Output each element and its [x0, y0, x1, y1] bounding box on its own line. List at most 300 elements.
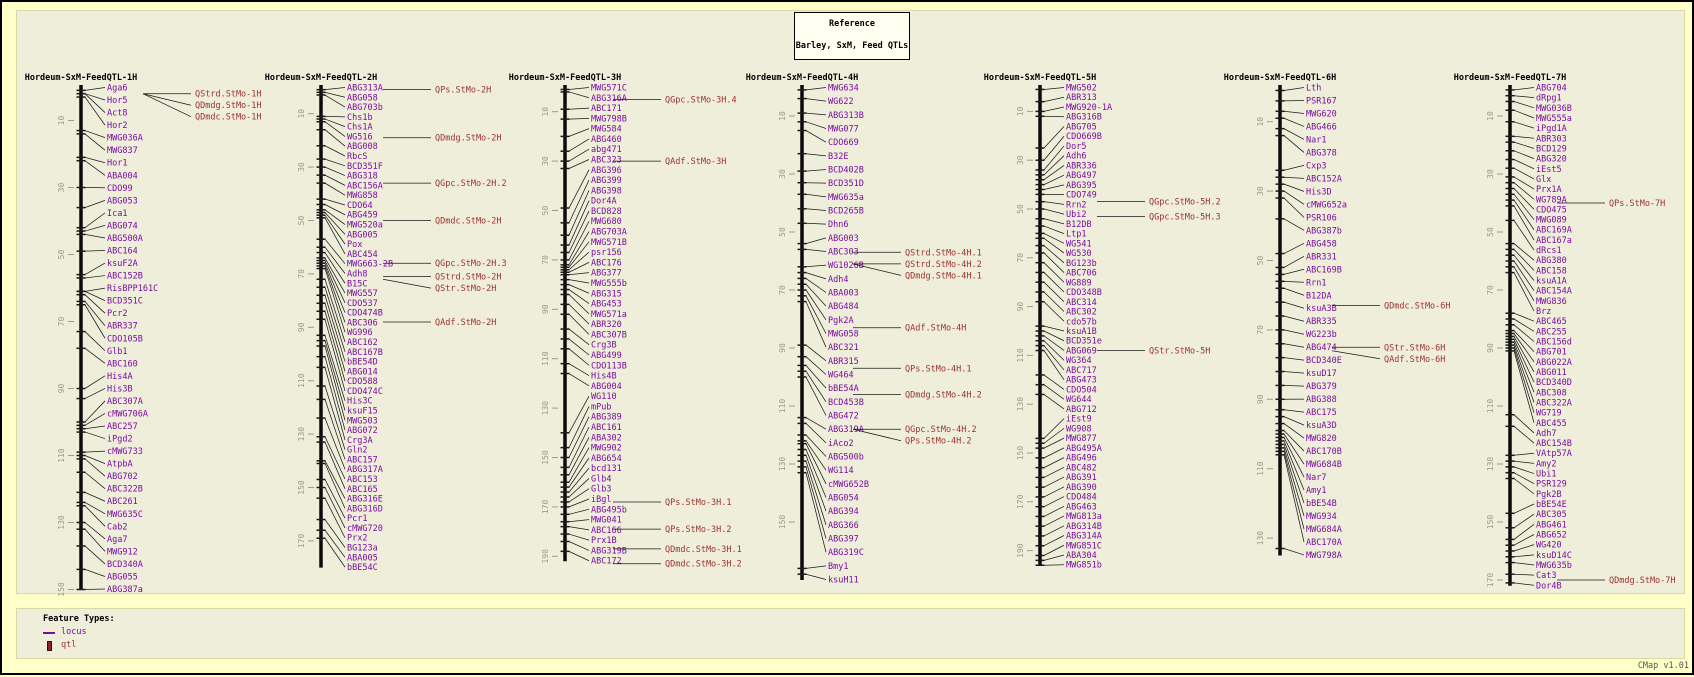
locus-label[interactable]: ABC257 — [107, 422, 138, 432]
locus-label[interactable]: ABC162 — [347, 338, 378, 348]
locus-label[interactable]: MWG858 — [347, 191, 378, 201]
locus-label[interactable]: ABC482 — [1066, 463, 1097, 473]
locus-label[interactable]: ABC321 — [828, 343, 859, 353]
qtl-label[interactable]: QPs.StMo-3H.2 — [665, 525, 732, 535]
locus-label[interactable]: Adh4 — [828, 275, 848, 285]
locus-label[interactable]: abg471 — [591, 145, 622, 155]
locus-label[interactable]: ABG474 — [1306, 343, 1337, 353]
locus-label[interactable]: ABC306 — [347, 318, 378, 328]
qtl-label[interactable]: QPs.StMo-2H — [435, 86, 491, 96]
locus-label[interactable]: Crg3B — [591, 341, 617, 351]
locus-label[interactable]: ABR337 — [107, 322, 138, 332]
locus-label[interactable]: ABG074 — [107, 221, 138, 231]
locus-label[interactable]: BCD340A — [107, 560, 143, 570]
locus-label[interactable]: ABG390 — [1066, 483, 1097, 493]
locus-label[interactable]: ABR335 — [1306, 317, 1337, 327]
map-title[interactable]: Hordeum-SxM-FeedQTL-3H — [509, 73, 622, 83]
locus-label[interactable]: MWG520a — [347, 221, 383, 231]
locus-label[interactable]: ABG069 — [1066, 346, 1097, 356]
locus-label[interactable]: ABC307A — [107, 397, 143, 407]
locus-label[interactable]: WG530 — [1066, 249, 1092, 259]
locus-label[interactable]: ABC156A — [347, 181, 383, 191]
locus-label[interactable]: ABC153 — [347, 475, 378, 485]
locus-label[interactable]: ABA302 — [591, 433, 622, 443]
locus-label[interactable]: ABG459 — [347, 211, 378, 221]
locus-label[interactable]: ksuF2A — [107, 259, 138, 269]
locus-label[interactable]: ABC717 — [1066, 366, 1097, 376]
locus-label[interactable]: ABC455 — [1536, 419, 1567, 429]
locus-label[interactable]: Dor4B — [1536, 581, 1562, 591]
locus-label[interactable]: ABC261 — [107, 497, 138, 507]
locus-label[interactable]: Glb1 — [107, 347, 127, 357]
locus-label[interactable]: BG123a — [347, 544, 378, 554]
locus-label[interactable]: Pcr1 — [347, 514, 367, 524]
locus-label[interactable]: CDO749 — [1066, 191, 1097, 201]
locus-label[interactable]: MWG036B — [1536, 104, 1572, 114]
locus-label[interactable]: WG996 — [347, 328, 373, 338]
locus-label[interactable]: B12DB — [1066, 220, 1092, 230]
locus-label[interactable]: Glb4 — [591, 474, 611, 484]
locus-label[interactable]: RisBPP161C — [107, 284, 158, 294]
locus-label[interactable]: VAtp57A — [1536, 449, 1572, 459]
locus-label[interactable]: ABC158 — [1536, 266, 1567, 276]
qtl-label[interactable]: QStr.StMo-2H — [435, 284, 496, 294]
locus-label[interactable]: ABG011 — [1536, 368, 1567, 378]
locus-label[interactable]: MWG036A — [107, 134, 143, 144]
locus-label[interactable]: ABC307B — [591, 330, 627, 340]
locus-label[interactable]: Prx1A — [1536, 185, 1562, 195]
locus-label[interactable]: ABG003 — [828, 234, 859, 244]
locus-label[interactable]: bBE54A — [828, 384, 859, 394]
locus-label[interactable]: CDO504 — [1066, 385, 1097, 395]
locus-label[interactable]: cdo57b — [1066, 317, 1097, 327]
locus-label[interactable]: MWG503 — [347, 416, 378, 426]
locus-label[interactable]: MWG584 — [591, 125, 622, 135]
qtl-label[interactable]: QDmdc.StMo-1H — [195, 113, 262, 123]
locus-label[interactable]: CDO64 — [347, 201, 373, 211]
locus-label[interactable]: BCD351D — [828, 179, 864, 189]
qtl-label[interactable]: QStr.StMo-5H — [1149, 347, 1210, 357]
locus-label[interactable]: WG789A — [1536, 195, 1567, 205]
qtl-label[interactable]: QStrd.StMo-1H — [195, 90, 262, 100]
locus-label[interactable]: Ltp1 — [1066, 230, 1086, 240]
map-title[interactable]: Hordeum-SxM-FeedQTL-4H — [746, 73, 859, 83]
qtl-label[interactable]: QPs.StMo-7H — [1609, 199, 1665, 209]
locus-label[interactable]: BCD453B — [828, 398, 864, 408]
locus-label[interactable]: ABC706 — [1066, 269, 1097, 279]
locus-label[interactable]: MWG837 — [107, 146, 138, 156]
locus-label[interactable]: BCD265B — [828, 207, 864, 217]
locus-label[interactable]: Adh6 — [1066, 152, 1086, 162]
locus-label[interactable]: mPub — [591, 402, 611, 412]
locus-label[interactable]: B12DA — [1306, 291, 1332, 301]
locus-label[interactable]: B32E — [828, 152, 848, 162]
locus-label[interactable]: Gln2 — [347, 446, 367, 456]
locus-label[interactable]: Nar1 — [1306, 135, 1326, 145]
qtl-label[interactable]: QDmdg.StMo-4H.1 — [905, 271, 982, 281]
locus-label[interactable]: ABG458 — [1306, 239, 1337, 249]
qtl-label[interactable]: QAdf.StMo-6H — [1384, 355, 1445, 365]
locus-label[interactable]: WG114 — [828, 466, 854, 476]
locus-label[interactable]: ABG499 — [591, 351, 622, 361]
map-title[interactable]: Hordeum-SxM-FeedQTL-6H — [1224, 73, 1337, 83]
locus-label[interactable]: iBgl — [591, 495, 611, 505]
locus-label[interactable]: WG644 — [1066, 395, 1092, 405]
locus-label[interactable]: ksuA3D — [1306, 421, 1337, 431]
locus-label[interactable]: ABG319A — [828, 425, 864, 435]
locus-label[interactable]: ABG702 — [107, 472, 138, 482]
locus-label[interactable]: ABG316E — [347, 495, 383, 505]
locus-label[interactable]: Lth — [1306, 84, 1321, 94]
locus-label[interactable]: WG908 — [1066, 424, 1092, 434]
locus-label[interactable]: ABC255 — [1536, 327, 1567, 337]
locus-label[interactable]: ABA304 — [1066, 551, 1097, 561]
locus-label[interactable]: ABG072 — [347, 426, 378, 436]
locus-label[interactable]: WG889 — [1066, 278, 1092, 288]
locus-label[interactable]: ABG313A — [347, 84, 383, 94]
locus-label[interactable]: ABC171 — [591, 104, 622, 114]
locus-label[interactable]: ABG460 — [591, 135, 622, 145]
locus-label[interactable]: BCD340D — [1536, 378, 1572, 388]
locus-label[interactable]: Cab2 — [107, 522, 127, 532]
qtl-label[interactable]: QGpc.StMo-2H.3 — [435, 259, 507, 269]
map-title[interactable]: Hordeum-SxM-FeedQTL-7H — [1454, 73, 1567, 83]
locus-label[interactable]: bBE54B — [1306, 499, 1337, 509]
locus-label[interactable]: cMWG652a — [1306, 200, 1347, 210]
locus-label[interactable]: Aga7 — [107, 535, 127, 545]
locus-label[interactable]: MWG557 — [347, 289, 378, 299]
locus-label[interactable]: BCD828 — [591, 207, 622, 217]
locus-label[interactable]: ABG314A — [1066, 532, 1102, 542]
locus-label[interactable]: ABC170A — [1306, 538, 1342, 548]
locus-label[interactable]: Nar7 — [1306, 473, 1326, 483]
locus-label[interactable]: His4B — [591, 372, 617, 382]
locus-label[interactable]: Glb3 — [591, 485, 611, 495]
locus-label[interactable]: MWG571C — [591, 84, 627, 94]
locus-label[interactable]: ABC165 — [347, 485, 378, 495]
locus-label[interactable]: CDO588 — [347, 377, 378, 387]
locus-label[interactable]: His3C — [347, 397, 373, 407]
locus-label[interactable]: Glx — [1536, 175, 1551, 185]
locus-label[interactable]: ABG473 — [1066, 376, 1097, 386]
locus-label[interactable]: ksuH11 — [828, 576, 859, 586]
locus-label[interactable]: WG719 — [1536, 409, 1562, 419]
locus-label[interactable]: CDO537 — [347, 299, 378, 309]
locus-label[interactable]: Brz — [1536, 307, 1551, 317]
qtl-label[interactable]: QDmdg.StMo-2H — [435, 134, 502, 144]
qtl-label[interactable]: QPs.StMo-4H.1 — [905, 364, 972, 374]
locus-label[interactable]: MWG813a — [1066, 512, 1102, 522]
locus-label[interactable]: ABC157 — [347, 455, 378, 465]
locus-label[interactable]: ksuA3B — [1306, 304, 1337, 314]
locus-label[interactable]: Crg3A — [347, 436, 373, 446]
locus-label[interactable]: ABC164 — [107, 246, 138, 256]
locus-label[interactable]: ABA003 — [828, 289, 859, 299]
locus-label[interactable]: PSR106 — [1306, 213, 1337, 223]
locus-label[interactable]: ABG712 — [1066, 405, 1097, 415]
locus-label[interactable]: Act8 — [107, 109, 127, 119]
locus-label[interactable]: MWG820 — [1306, 434, 1337, 444]
locus-label[interactable]: ABG704 — [1536, 84, 1567, 94]
locus-label[interactable]: ABG014 — [347, 367, 378, 377]
locus-label[interactable]: ABG497 — [1066, 171, 1097, 181]
locus-label[interactable]: ABG652 — [1536, 531, 1567, 541]
locus-label[interactable]: CDO669 — [828, 138, 859, 148]
locus-label[interactable]: ABC166 — [591, 526, 622, 536]
qtl-label[interactable]: QStrd.StMo-2H — [435, 273, 502, 283]
locus-label[interactable]: ABG705 — [1066, 122, 1097, 132]
locus-label[interactable]: ABC323 — [591, 156, 622, 166]
locus-label[interactable]: MWG041 — [591, 516, 622, 526]
locus-label[interactable]: WG1026B — [828, 261, 864, 271]
locus-label[interactable]: MWG912 — [107, 547, 138, 557]
locus-label[interactable]: cMWG706A — [107, 409, 148, 419]
locus-label[interactable]: bBE54D — [347, 358, 378, 368]
locus-label[interactable]: Pcr2 — [107, 309, 127, 319]
locus-label[interactable]: ABG387b — [1306, 226, 1342, 236]
locus-label[interactable]: MWG663-2B — [347, 260, 393, 270]
qtl-label[interactable]: QGpc.StMo-2H.2 — [435, 179, 507, 189]
locus-label[interactable]: ABG391 — [1066, 473, 1097, 483]
locus-label[interactable]: ABC160 — [107, 359, 138, 369]
locus-label[interactable]: ABG055 — [107, 572, 138, 582]
locus-label[interactable]: ABC152B — [107, 272, 143, 282]
locus-label[interactable]: ABC303 — [828, 248, 859, 258]
locus-label[interactable]: cMWG733 — [107, 447, 143, 457]
locus-label[interactable]: ABC154B — [1536, 439, 1572, 449]
locus-label[interactable]: Dhn6 — [828, 220, 848, 230]
qtl-label[interactable]: QPs.StMo-3H.1 — [665, 498, 732, 508]
locus-label[interactable]: MWG635b — [1536, 561, 1572, 571]
locus-label[interactable]: Hor2 — [107, 121, 127, 131]
locus-label[interactable]: CDO113B — [591, 361, 627, 371]
locus-label[interactable]: MWG798B — [591, 114, 627, 124]
locus-label[interactable]: bBE54E — [1536, 500, 1567, 510]
locus-label[interactable]: ABC169A — [1536, 226, 1572, 236]
locus-label[interactable]: ABG378 — [1306, 148, 1337, 158]
locus-label[interactable]: CDO484 — [1066, 493, 1097, 503]
locus-label[interactable]: ABG314B — [1066, 522, 1102, 532]
locus-label[interactable]: iAco2 — [828, 439, 854, 449]
locus-label[interactable]: ABG320 — [1536, 155, 1567, 165]
locus-label[interactable]: WG541 — [1066, 239, 1092, 249]
qtl-label[interactable]: QAdf.StMo-4H — [905, 324, 966, 334]
locus-label[interactable]: WG464 — [828, 371, 854, 381]
locus-label[interactable]: BCD340E — [1306, 356, 1342, 366]
locus-label[interactable]: MWG877 — [1066, 434, 1097, 444]
locus-label[interactable]: His3B — [107, 384, 133, 394]
locus-label[interactable]: ABG389 — [591, 413, 622, 423]
qtl-label[interactable]: QAdf.StMo-3H — [665, 157, 726, 167]
locus-label[interactable]: Prx1B — [591, 536, 617, 546]
qtl-label[interactable]: QGpc.StMo-5H.2 — [1149, 198, 1221, 208]
locus-label[interactable]: CDO348B — [1066, 288, 1102, 298]
locus-label[interactable]: ABG058 — [347, 93, 378, 103]
locus-label[interactable]: RbcS — [347, 152, 367, 162]
locus-label[interactable]: ABC172 — [591, 557, 622, 567]
locus-label[interactable]: psr156 — [591, 248, 622, 258]
qtl-label[interactable]: QDmdg.StMo-1H — [195, 101, 262, 111]
locus-label[interactable]: Prx2 — [347, 534, 367, 544]
locus-label[interactable]: MWG684A — [1306, 525, 1342, 535]
locus-label[interactable]: Pox — [347, 240, 362, 250]
locus-label[interactable]: iEst5 — [1536, 165, 1562, 175]
locus-label[interactable]: ABC152A — [1306, 174, 1342, 184]
locus-label[interactable]: ABG701 — [1536, 348, 1567, 358]
locus-label[interactable]: ABG366 — [828, 521, 859, 531]
locus-label[interactable]: ABC302 — [1066, 308, 1097, 318]
locus-label[interactable]: Adh8 — [347, 269, 367, 279]
map-title[interactable]: Hordeum-SxM-FeedQTL-1H — [25, 73, 138, 83]
locus-label[interactable]: ABG394 — [828, 507, 859, 517]
locus-label[interactable]: MWG571a — [591, 310, 627, 320]
locus-label[interactable]: ABG496 — [1066, 454, 1097, 464]
locus-label[interactable]: ABG461 — [1536, 520, 1567, 530]
locus-label[interactable]: MWG680 — [591, 217, 622, 227]
locus-label[interactable]: CDO669B — [1066, 132, 1102, 142]
locus-label[interactable]: ABG004 — [591, 382, 622, 392]
locus-label[interactable]: ABG005 — [347, 230, 378, 240]
locus-label[interactable]: ABC308 — [1536, 388, 1567, 398]
locus-label[interactable]: MWG058 — [828, 330, 859, 340]
locus-label[interactable]: ABG379 — [1306, 382, 1337, 392]
locus-label[interactable]: ABC465 — [1536, 317, 1567, 327]
locus-label[interactable]: Ica1 — [107, 209, 127, 219]
locus-label[interactable]: Ubi1 — [1536, 470, 1556, 480]
locus-label[interactable]: MWG920-1A — [1066, 103, 1112, 113]
locus-label[interactable]: dRcs1 — [1536, 246, 1562, 256]
locus-label[interactable]: ABG703A — [591, 228, 627, 238]
locus-label[interactable]: CDO99 — [107, 184, 133, 194]
locus-label[interactable]: ABG022A — [1536, 358, 1572, 368]
locus-label[interactable]: Dor4A — [591, 197, 617, 207]
locus-label[interactable]: ABG500b — [828, 453, 864, 463]
locus-label[interactable]: ABG313B — [828, 111, 864, 121]
locus-label[interactable]: BG123b — [1066, 259, 1097, 269]
locus-label[interactable]: Rrn2 — [1066, 200, 1086, 210]
locus-label[interactable]: WG420 — [1536, 541, 1562, 551]
locus-label[interactable]: WG516 — [347, 132, 373, 142]
locus-label[interactable]: Hor5 — [107, 96, 127, 106]
locus-label[interactable]: CDO474C — [347, 387, 383, 397]
locus-label[interactable]: ABC314 — [1066, 298, 1097, 308]
locus-label[interactable]: ABG395 — [1066, 181, 1097, 191]
locus-label[interactable]: ABG484 — [828, 302, 859, 312]
locus-label[interactable]: His3D — [1306, 187, 1332, 197]
locus-label[interactable]: ABC154A — [1536, 287, 1572, 297]
locus-label[interactable]: bBE54C — [347, 563, 378, 573]
locus-label[interactable]: ABR336 — [1066, 161, 1097, 171]
locus-label[interactable]: MWG902 — [591, 444, 622, 454]
locus-label[interactable]: MWG635C — [107, 510, 143, 520]
qtl-label[interactable]: QGpc.StMo-4H.2 — [905, 425, 977, 435]
locus-label[interactable]: ABG319B — [591, 546, 627, 556]
locus-label[interactable]: WG110 — [591, 392, 617, 402]
locus-label[interactable]: CDO105B — [107, 334, 143, 344]
locus-label[interactable]: ABR303 — [1536, 134, 1567, 144]
locus-label[interactable]: ABG397 — [828, 535, 859, 545]
locus-label[interactable]: ABG008 — [347, 142, 378, 152]
qtl-label[interactable]: QStrd.StMo-4H.2 — [905, 260, 982, 270]
locus-label[interactable]: ksuF15 — [347, 406, 378, 416]
qtl-label[interactable]: QDmdc.StMo-3H.2 — [665, 560, 742, 570]
locus-label[interactable]: Rrn1 — [1306, 278, 1326, 288]
qtl-label[interactable]: QDmdc.StMo-2H — [435, 217, 502, 227]
locus-label[interactable]: BCD129 — [1536, 144, 1567, 154]
locus-label[interactable]: ABG317A — [347, 465, 383, 475]
locus-label[interactable]: ABC175 — [1306, 408, 1337, 418]
locus-label[interactable]: iPgd1A — [1536, 124, 1567, 134]
locus-label[interactable]: Amy2 — [1536, 459, 1556, 469]
locus-label[interactable]: BCD402B — [828, 166, 864, 176]
qtl-label[interactable]: QDmdc.StMo-6H — [1384, 302, 1451, 312]
locus-label[interactable]: ABC305 — [1536, 510, 1567, 520]
locus-label[interactable]: ABG495b — [591, 505, 627, 515]
locus-label[interactable]: ABG472 — [828, 412, 859, 422]
locus-label[interactable]: ABC322A — [1536, 398, 1572, 408]
locus-label[interactable]: ABR331 — [1306, 252, 1337, 262]
locus-label[interactable]: Dor5 — [1066, 142, 1086, 152]
qtl-label[interactable]: QDmdc.StMo-3H.1 — [665, 545, 742, 555]
locus-label[interactable]: MWG077 — [828, 125, 859, 135]
locus-label[interactable]: ABG316D — [347, 504, 383, 514]
locus-label[interactable]: ABC170B — [1306, 447, 1342, 457]
locus-label[interactable]: MWG934 — [1306, 512, 1337, 522]
locus-label[interactable]: Chs1A — [347, 123, 373, 133]
locus-label[interactable]: BCD351F — [347, 162, 383, 172]
locus-label[interactable]: CDO474B — [347, 309, 383, 319]
locus-label[interactable]: BCD351C — [107, 297, 143, 307]
locus-label[interactable]: ABG053 — [107, 196, 138, 206]
locus-label[interactable]: ABA004 — [107, 171, 138, 181]
locus-label[interactable]: ABG399 — [591, 176, 622, 186]
locus-label[interactable]: ksuA1A — [1536, 277, 1567, 287]
locus-label[interactable]: ABG703b — [347, 103, 383, 113]
locus-label[interactable]: Chs1b — [347, 113, 373, 123]
locus-label[interactable]: ABA005 — [347, 553, 378, 563]
locus-label[interactable]: BCD351e — [1066, 337, 1102, 347]
locus-label[interactable]: MWG836 — [1536, 297, 1567, 307]
locus-label[interactable]: ABC167B — [347, 348, 383, 358]
locus-label[interactable]: ABG054 — [828, 494, 859, 504]
locus-label[interactable]: ABG318 — [347, 172, 378, 182]
map-title[interactable]: Hordeum-SxM-FeedQTL-2H — [265, 73, 378, 83]
locus-label[interactable]: MWG555b — [591, 279, 627, 289]
locus-label[interactable]: cMWG652B — [828, 480, 869, 490]
locus-label[interactable]: AtpbA — [107, 460, 133, 470]
locus-label[interactable]: dRpg1 — [1536, 94, 1562, 104]
locus-label[interactable]: ABR320 — [591, 320, 622, 330]
locus-label[interactable]: MWG502 — [1066, 84, 1097, 94]
locus-label[interactable]: ABG315 — [591, 289, 622, 299]
locus-label[interactable]: Pgk2B — [1536, 490, 1562, 500]
locus-label[interactable]: ksuD14C — [1536, 551, 1572, 561]
locus-label[interactable]: ABG654 — [591, 454, 622, 464]
locus-label[interactable]: MWG635a — [828, 193, 864, 203]
locus-label[interactable]: Hor1 — [107, 159, 127, 169]
locus-label[interactable]: ABG495A — [1066, 444, 1102, 454]
locus-label[interactable]: ABG453 — [591, 300, 622, 310]
locus-label[interactable]: ABC167a — [1536, 236, 1572, 246]
qtl-label[interactable]: QStr.StMo-6H — [1384, 343, 1445, 353]
locus-label[interactable]: Bmy1 — [828, 562, 848, 572]
locus-label[interactable]: Aga6 — [107, 84, 127, 94]
locus-label[interactable]: Pgk2A — [828, 316, 854, 326]
locus-label[interactable]: ABG380 — [1536, 256, 1567, 266]
locus-label[interactable]: ABG316A — [591, 94, 627, 104]
locus-label[interactable]: ksuD17 — [1306, 369, 1337, 379]
locus-label[interactable]: WG223b — [1306, 330, 1337, 340]
